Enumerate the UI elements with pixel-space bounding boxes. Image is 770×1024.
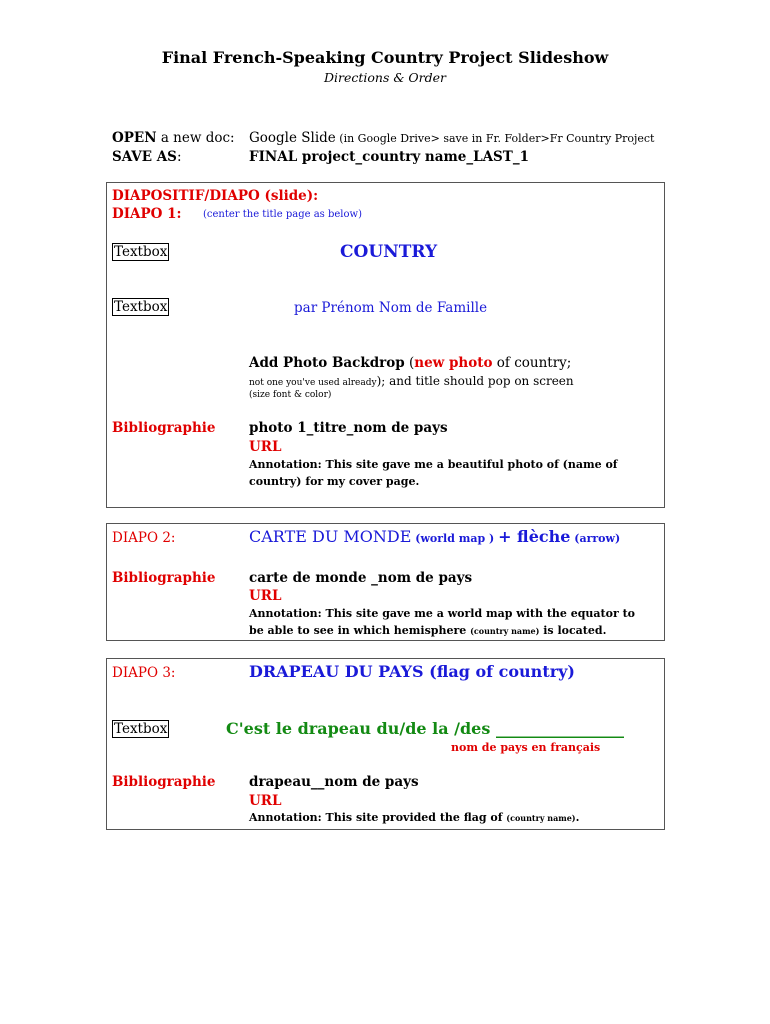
slide1-note: (center the title page as below)	[203, 209, 362, 220]
slide3-textbox	[112, 721, 169, 737]
slide3-sentence-sub: nom de pays en français	[451, 741, 601, 754]
slide1-biblio-title: photo 1_titre_nom de pays	[249, 420, 448, 436]
textbox-label: Textbox	[114, 299, 168, 315]
slide2-biblio: Bibliographie	[112, 570, 216, 586]
slide2-heading-paren1: (world map )	[411, 532, 499, 545]
slide3-heading: DRAPEAU DU PAYS (flag of country)	[249, 662, 575, 681]
page-title: Final French-Speaking Country Project Slideshow	[161, 48, 609, 67]
slide2-heading-main: CARTE DU MONDE	[249, 527, 412, 546]
photo-open: (	[404, 355, 415, 371]
slide1-annotation-1: Annotation: This site gave me a beautiful photo of (name of	[249, 458, 618, 471]
slide2-annotation-2-small: (country name)	[470, 626, 540, 636]
slide1-label: DIAPO 1:	[112, 206, 182, 222]
slide3-annotation-small: (country name)	[506, 813, 576, 823]
photo-rest: of country;	[492, 355, 572, 371]
save-label-colon: :	[176, 149, 182, 165]
slide1-author: par Prénom Nom de Famille	[294, 300, 488, 316]
save-value: FINAL project_country name_LAST_1	[249, 149, 529, 165]
slide2-annotation-2a: be able to see in which hemisphere	[249, 624, 471, 637]
slide1-photo-line3: (size font & color)	[249, 390, 332, 400]
slide1-biblio-url: URL	[249, 439, 282, 455]
textbox-label: Textbox	[114, 721, 168, 737]
photo-new: new photo	[414, 355, 493, 371]
slide3-annotation	[249, 811, 579, 824]
open-value-text: Google Slide	[249, 130, 336, 146]
save-label-bold: SAVE AS	[112, 149, 177, 165]
slide2-annotation-2b: is located.	[539, 624, 607, 637]
slide2-heading	[249, 527, 620, 546]
open-value	[249, 130, 654, 146]
slide2-heading-paren2: (arrow)	[570, 532, 621, 545]
slide3-label: DIAPO 3:	[112, 665, 176, 681]
slide3-biblio-title: drapeau__nom de pays	[249, 774, 419, 790]
slide1-biblio: Bibliographie	[112, 420, 216, 436]
slide2-biblio-url: URL	[249, 588, 282, 604]
open-label-rest: a new doc:	[156, 130, 235, 146]
slide1-photo-line1	[249, 355, 571, 371]
photo-bold: Add Photo Backdrop	[249, 355, 405, 371]
slide2-annotation-1: Annotation: This site gave me a world map with the equator to	[249, 607, 636, 620]
slide2-label: DIAPO 2:	[112, 530, 176, 546]
photo-line2-small: not one you've used already	[249, 378, 377, 388]
slide2-annotation-2	[249, 624, 606, 637]
slide2-biblio-title: carte de monde _nom de pays	[249, 570, 473, 586]
slide3-biblio: Bibliographie	[112, 774, 216, 790]
slide2-heading-plus: + flèche	[498, 527, 571, 546]
open-label	[112, 130, 235, 146]
slide3-annotation-a: Annotation: This site provided the flag of	[249, 811, 507, 824]
slide3-biblio-url: URL	[249, 793, 282, 809]
slide1-annotation-2: country) for my cover page.	[249, 475, 420, 488]
open-value-note: (in Google Drive> save in Fr. Folder>Fr Country Project	[335, 132, 655, 145]
slide1-photo-line2	[249, 374, 574, 388]
slide3-annotation-b: .	[575, 811, 580, 824]
slide3-sentence: C'est le drapeau du/de la /des ________________	[226, 719, 624, 738]
slide1-heading: DIAPOSITIF/DIAPO (slide):	[112, 188, 319, 204]
slide1-textbox2	[112, 299, 169, 315]
slide1-country: COUNTRY	[340, 242, 438, 262]
slide1-textbox1	[112, 244, 169, 260]
photo-line2-rest: ); and title should pop on screen	[376, 374, 574, 388]
page-subtitle: Directions & Order	[323, 70, 447, 85]
open-label-bold: OPEN	[112, 130, 157, 146]
textbox-label: Textbox	[114, 244, 168, 260]
save-label	[112, 149, 182, 165]
